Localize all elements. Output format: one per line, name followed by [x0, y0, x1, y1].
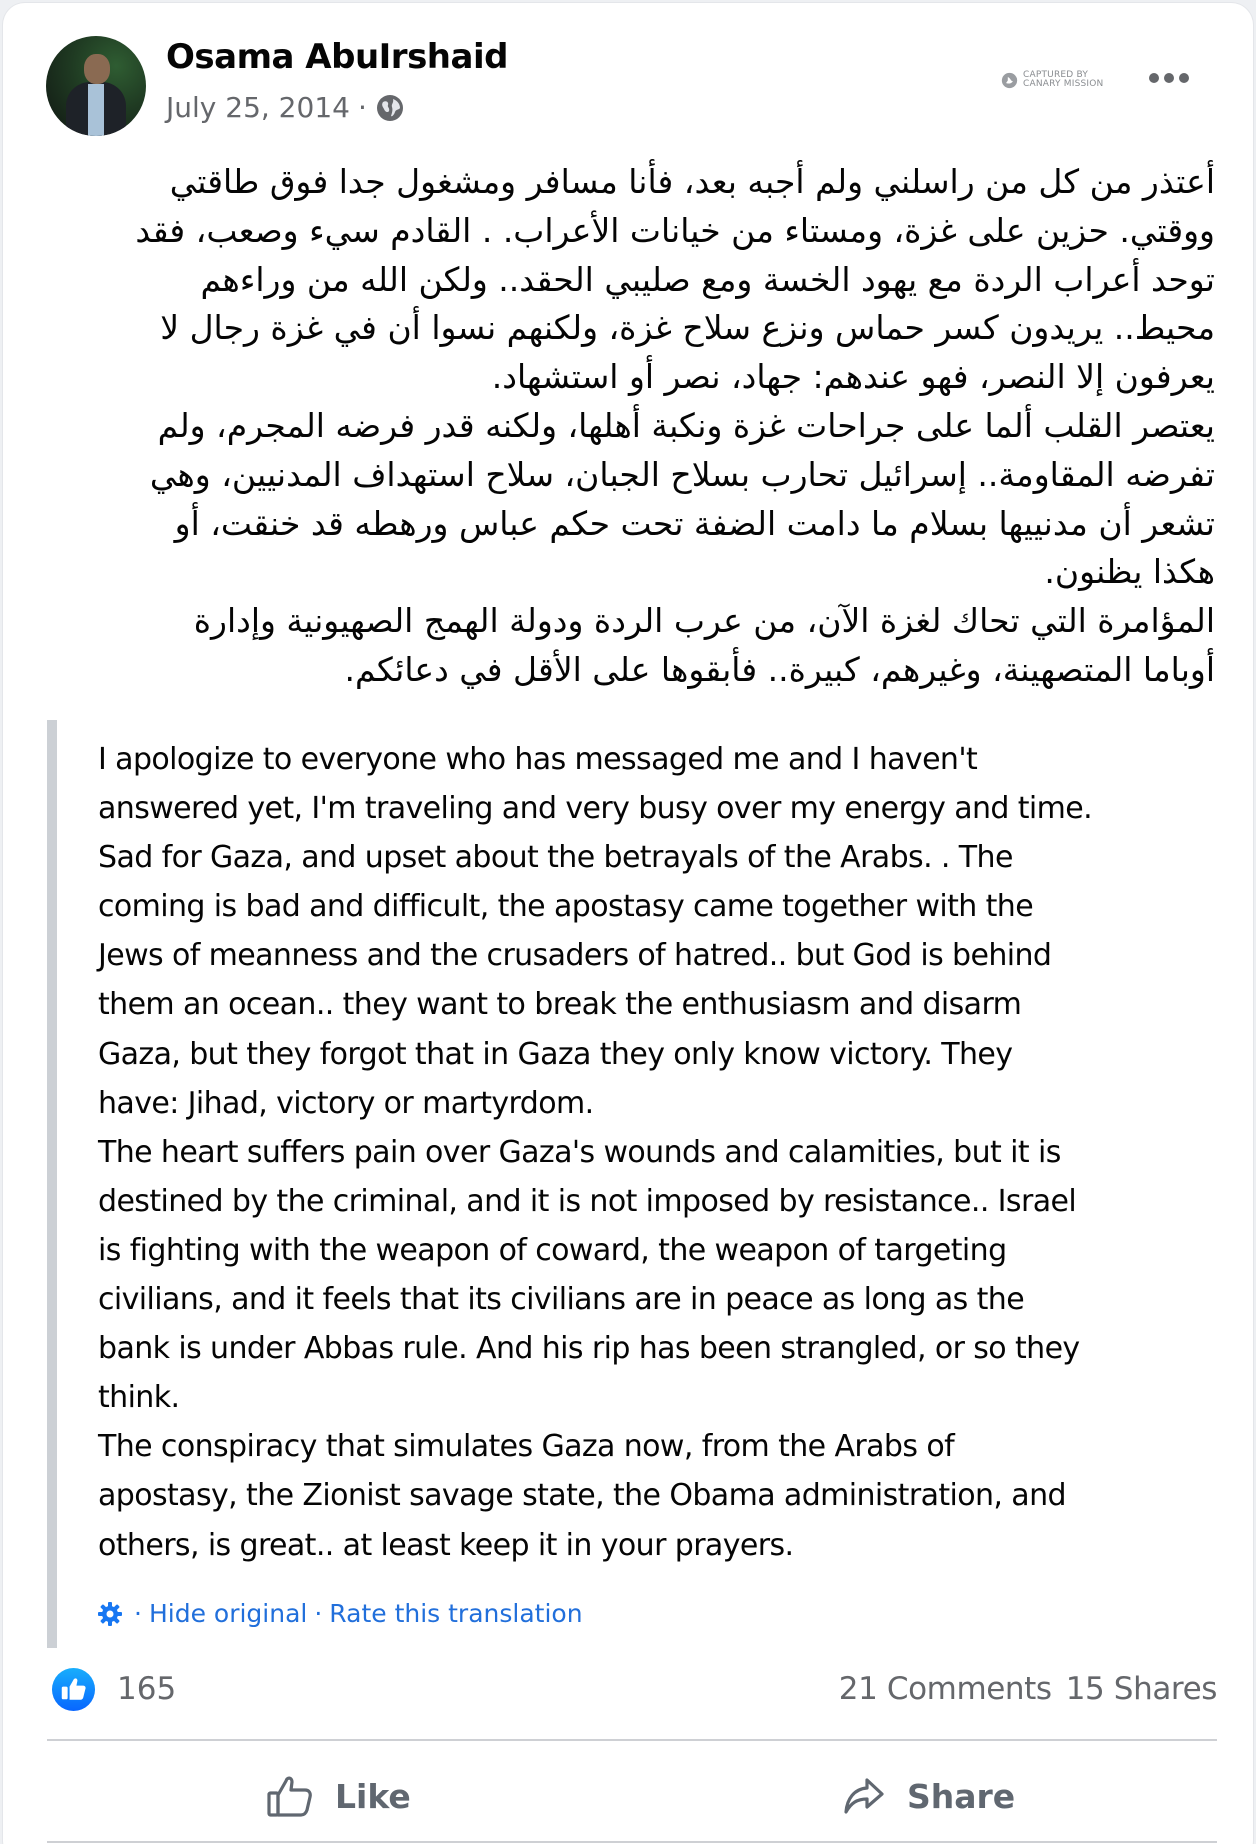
- link-separator: ·: [134, 1599, 142, 1628]
- meta-separator: ·: [357, 91, 367, 124]
- translation-line: The conspiracy that simulates Gaza now, from the Arabs of: [98, 1429, 955, 1465]
- original-text-line: تشعر أن مدنييها بسلام ما دامت الضفة تحت حكم عباس ورهطه قد خنقت، أو: [174, 503, 1215, 543]
- translation-line: The heart suffers pain over Gaza's wounds and calamities, but it is: [98, 1134, 1061, 1170]
- share-label: Share: [907, 1776, 1016, 1816]
- more-options-button[interactable]: [1147, 71, 1191, 85]
- post-date[interactable]: July 25, 2014: [166, 91, 350, 124]
- translation-line: is fighting with the weapon of coward, the weapon of targeting: [98, 1232, 1007, 1268]
- original-text-line: يعرفون إلا النصر، فهو عندهم: جهاد، نصر أو استشهاد.: [491, 357, 1215, 397]
- original-text-line: محيط.. يريدون كسر حماس ونزع سلاح غزة، ولكنهم نسوا أن في غزة رجال لا: [160, 308, 1215, 348]
- author-name[interactable]: Osama AbuIrshaid: [166, 37, 508, 77]
- translation-line: have: Jihad, victory or martyrdom.: [98, 1085, 594, 1121]
- comments-count[interactable]: 21 Comments: [838, 1671, 1052, 1707]
- watermark-text: [1023, 71, 1103, 89]
- gear-icon[interactable]: [97, 1601, 123, 1627]
- engagement-stats: [47, 1665, 1217, 1713]
- translation-line: think.: [98, 1380, 180, 1416]
- original-text-line: أعتذر من كل من راسلني ولم أجبه بعد، فأنا مسافر ومشغول جدا فوق طاقتي: [169, 162, 1215, 201]
- translation-line: them an ocean.. they want to break the enthusiasm and disarm: [98, 987, 1022, 1023]
- ellipsis-icon-dot: [1164, 73, 1174, 83]
- translation-line: civilians, and it feels that its civilians are in peace as long as the: [98, 1282, 1025, 1318]
- share-button[interactable]: [843, 1767, 1015, 1825]
- author-avatar[interactable]: [46, 36, 146, 136]
- comment-share-counts: [839, 1671, 1217, 1707]
- translation-line: destined by the criminal, and it is not imposed by resistance.. Israel: [98, 1183, 1077, 1219]
- original-text-line: تفرضه المقاومة.. إسرائيل تحارب بسلاح الجبان، سلاح استهداف المدنيين، وهي: [149, 454, 1215, 494]
- translation-line: answered yet, I'm traveling and very busy over my energy and time.: [98, 791, 1093, 827]
- actions-divider: [47, 1841, 1217, 1843]
- avatar-figure-head: [84, 54, 110, 84]
- rate-translation-link[interactable]: Rate this translation: [329, 1599, 583, 1628]
- translation-line: Jews of meanness and the crusaders of hatred.. but God is behind: [98, 938, 1052, 974]
- ellipsis-icon-dot: [1179, 73, 1189, 83]
- thumbs-up-icon: [267, 1774, 313, 1818]
- translation-line: I apologize to everyone who has messaged me and I haven't: [98, 742, 978, 777]
- original-text-line: يعتصر القلب ألما على جراحات غزة ونكبة أهلها، ولكنه قدر فرضه المجرم، ولم: [157, 405, 1215, 445]
- canary-bird-icon: [1001, 72, 1018, 89]
- shares-count[interactable]: 15 Shares: [1065, 1671, 1217, 1707]
- translation-line: coming is bad and difficult, the apostasy came together with the: [98, 889, 1034, 925]
- original-text-line: توحد أعراب الردة مع يهود الخسة ومع صليبي الحقد.. ولكن الله من وراءهم: [200, 259, 1215, 299]
- like-reaction-icon[interactable]: [51, 1667, 96, 1712]
- link-separator: ·: [314, 1599, 323, 1628]
- translation-line: others, is great.. at least keep it in your prayers.: [98, 1527, 794, 1563]
- avatar-figure-shirt: [88, 84, 104, 136]
- watermark-line-1: CAPTURED BY: [1023, 70, 1089, 80]
- original-text-line: أوباما المتصهينة، وغيرهم، كبيرة.. فأبقوها على الأقل في دعائكم.: [344, 649, 1215, 689]
- globe-icon: [375, 93, 405, 123]
- translation-block: [47, 720, 1237, 1648]
- ellipsis-icon-dot: [1149, 73, 1159, 83]
- translation-line: apostasy, the Zionist savage state, the Obama administration, and: [98, 1478, 1066, 1514]
- translation-controls: [97, 1599, 583, 1628]
- like-label: Like: [335, 1776, 411, 1816]
- like-button[interactable]: [267, 1767, 411, 1825]
- original-text-line: هكذا يظنون.: [1044, 552, 1215, 592]
- translation-line: Gaza, but they forgot that in Gaza they only know victory. They: [98, 1036, 1013, 1072]
- translation-line: bank is under Abbas rule. And his rip has been strangled, or so they: [98, 1331, 1080, 1367]
- original-post-text: [53, 158, 1215, 695]
- hide-original-link[interactable]: Hide original: [148, 1599, 308, 1628]
- watermark-line-2: CANARY MISSION: [1023, 79, 1104, 89]
- original-text-line: المؤامرة التي تحاك لغزة الآن، من عرب الردة ودولة الهمج الصهيونية وإدارة: [193, 601, 1215, 641]
- canary-mission-watermark: [1001, 71, 1103, 89]
- stats-divider: [47, 1739, 1217, 1741]
- translated-text: [98, 735, 1238, 1570]
- translation-line: Sad for Gaza, and upset about the betrayals of the Arabs. . The: [98, 840, 1013, 876]
- share-arrow-icon: [843, 1776, 885, 1816]
- reaction-count[interactable]: 165: [117, 1671, 177, 1707]
- post-meta: [166, 91, 405, 124]
- original-text-line: ووقتي. حزين على غزة، ومستاء من خيانات الأعراب. . القادم سيء وصعب، فقد: [135, 210, 1215, 250]
- post-card: [3, 3, 1253, 1844]
